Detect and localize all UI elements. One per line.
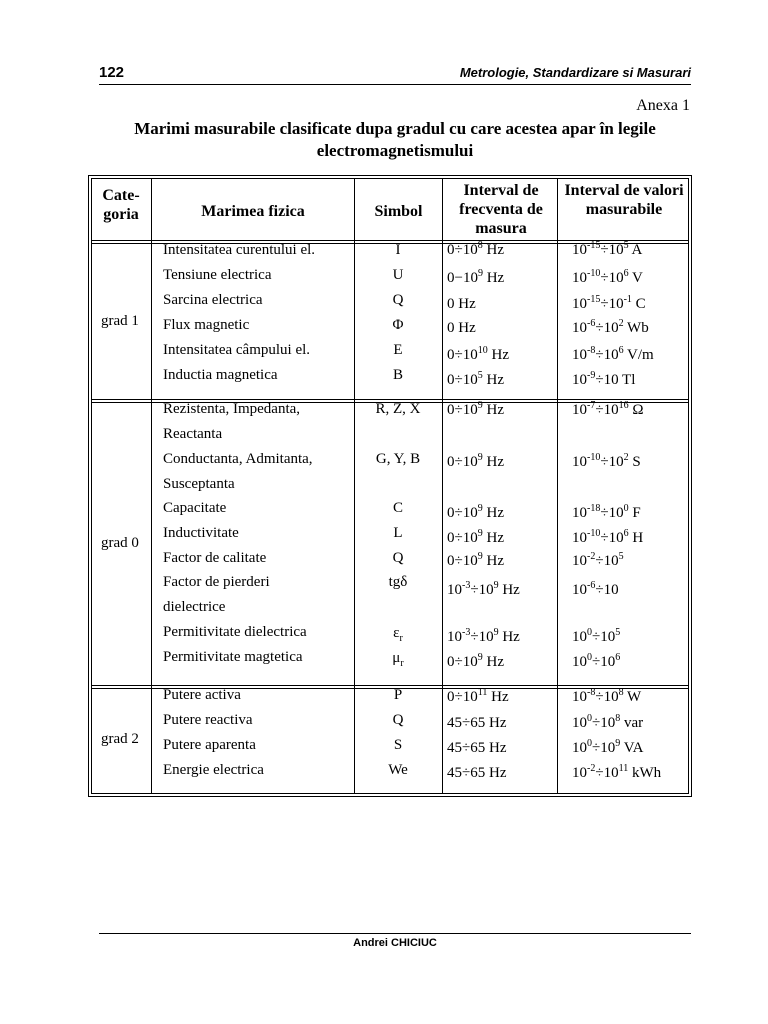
frequency-range: $10^{-3}\div 10^9$ Hz	[447, 580, 520, 598]
frequency-range: $0\div 10^{11}$ Hz	[447, 687, 509, 705]
quantity-name: Putere aparenta	[163, 737, 256, 753]
frequency-range: $0\div 10^9$ Hz	[447, 528, 504, 546]
quantity-symbol: Q	[392, 550, 404, 566]
frequency-range: $0\div 10^9$ Hz	[447, 551, 504, 569]
value-range: $10^{-10}\div 10^2$ S	[572, 452, 641, 470]
value-range: $10^{-6}\div 10$	[572, 580, 619, 598]
header-category: Cate-goria	[102, 187, 140, 223]
frequency-range: $0-10^9$ Hz	[447, 268, 505, 286]
frequency-range: $0\div 10^9$ Hz	[447, 503, 504, 521]
quantity-name: Capacitate	[163, 500, 227, 516]
value-range: $10^{-2}\div 10^5$	[572, 551, 624, 569]
quantity-name: Intensitatea curentului el.	[163, 242, 316, 258]
page-footer	[99, 933, 691, 949]
value-range: $10^{-15}\div 10^5$ A	[572, 240, 643, 258]
quantity-symbol: R, Z, X	[375, 401, 421, 417]
value-range: $10^{-9}\div 10$ Tl	[572, 370, 636, 388]
frequency-range: $0\div 10^5$ Hz	[447, 370, 504, 388]
quantity-name-cont: dielectrice	[163, 599, 226, 615]
header-values: Interval de valori masurabile	[564, 182, 684, 218]
quantity-symbol: G, Y, B	[375, 451, 421, 467]
quantity-symbol: P	[393, 687, 403, 703]
category-label: grad 0	[101, 535, 139, 551]
category-label: grad 2	[101, 731, 139, 747]
frequency-range: $0\div 10^9$ Hz	[447, 400, 504, 418]
value-range: $10^0\div 10^9$ VA	[572, 738, 644, 756]
quantity-name: Permitivitate magtetica	[163, 649, 303, 665]
value-range: $10^{-18}\div 10^0$ F	[572, 503, 641, 521]
quantity-symbol: C	[392, 500, 403, 516]
quantity-name: Permitivitate dielectrica	[163, 624, 307, 640]
quantity-symbol: I	[395, 242, 401, 258]
quantity-name: Putere activa	[163, 687, 241, 703]
quantity-symbol: $\varepsilon_r$	[393, 625, 403, 644]
quantity-symbol: Φ	[392, 317, 404, 333]
quantity-symbol: S	[393, 737, 403, 753]
annex-label: Anexa 1	[636, 97, 690, 114]
value-range: $10^{-15}\div 10^{-1}$ C	[572, 294, 646, 312]
column-divider	[442, 178, 443, 794]
frequency-range: $0\div 10^9$ Hz	[447, 452, 504, 470]
quantity-symbol: tgδ	[388, 574, 408, 590]
value-range: $10^{-2}\div 10^{11}$ kWh	[572, 763, 662, 781]
column-divider	[354, 178, 355, 794]
page-header	[99, 60, 691, 85]
value-range: $10^0\div 10^5$	[572, 627, 621, 645]
quantity-symbol: Q	[392, 712, 404, 728]
quantity-name: Flux magnetic	[163, 317, 250, 333]
page-number: 122	[99, 64, 125, 81]
quantity-name: Factor de calitate	[163, 550, 267, 566]
quantity-name: Tensiune electrica	[163, 267, 272, 283]
quantity-name: Putere reactiva	[163, 712, 253, 728]
quantity-name: Inductia magnetica	[163, 367, 278, 383]
frequency-range: 0 Hz	[447, 296, 476, 312]
column-divider	[151, 178, 152, 794]
quantity-name: Sarcina electrica	[163, 292, 263, 308]
quantity-name: Intensitatea câmpului el.	[163, 342, 311, 358]
column-divider	[557, 178, 558, 794]
value-range: $10^0\div 10^6$	[572, 652, 621, 670]
quantity-name: Inductivitate	[163, 525, 239, 541]
frequency-range: 45÷65 Hz	[447, 765, 507, 781]
value-range: $10^{-10}\div 10^6$ H	[572, 528, 644, 546]
value-range: $10^{-10}\div 10^6$ V	[572, 268, 643, 286]
header-quantity: Marimea fizica	[201, 203, 305, 220]
quantity-symbol: L	[393, 525, 403, 541]
value-range: $10^0\div 10^8$ var	[572, 713, 644, 731]
quantity-name-cont: Susceptanta	[163, 476, 235, 492]
value-range: $10^{-8}\div 10^8$ W	[572, 687, 642, 705]
quantity-name-cont: Reactanta	[163, 426, 223, 442]
frequency-range: 45÷65 Hz	[447, 715, 507, 731]
quantity-name: Factor de pierderi	[163, 574, 270, 590]
quantity-symbol: We	[388, 762, 408, 778]
header-symbol: Simbol	[374, 203, 423, 220]
value-range: $10^{-6}\div 10^2$ Wb	[572, 318, 649, 336]
quantity-symbol: Q	[392, 292, 404, 308]
quantity-symbol: B	[392, 367, 403, 383]
quantity-symbol: U	[392, 267, 404, 283]
quantity-name: Rezistenta, Impedanta,	[163, 401, 301, 417]
running-title: Metrologie, Standardizare si Masurari	[459, 65, 691, 80]
author-name: Andrei CHICIUC	[353, 937, 437, 949]
quantity-symbol: $\mu_r$	[392, 650, 404, 669]
category-label: grad 1	[101, 313, 139, 329]
frequency-range: $10^{-3}\div 10^9$ Hz	[447, 627, 520, 645]
document-title: Marimi masurabile clasificate dupa gradul cu care acestea apar în legile electromagnetismului	[134, 119, 656, 160]
quantity-symbol: E	[393, 342, 403, 358]
frequency-range: $0\div 10^9$ Hz	[447, 652, 504, 670]
header-frequency: Interval de frecventa de masura	[459, 182, 543, 237]
quantity-name: Conductanta, Admitanta,	[163, 451, 313, 467]
frequency-range: $0\div 10^8$ Hz	[447, 240, 504, 258]
frequency-range: 0 Hz	[447, 320, 476, 336]
quantity-name: Energie electrica	[163, 762, 264, 778]
value-range: $10^{-7}\div 10^{16}$ Ω	[572, 400, 644, 418]
value-range: $10^{-8}\div 10^6$ V/m	[572, 345, 654, 363]
frequency-range: 45÷65 Hz	[447, 740, 507, 756]
frequency-range: $0\div 10^{10}$ Hz	[447, 345, 509, 363]
